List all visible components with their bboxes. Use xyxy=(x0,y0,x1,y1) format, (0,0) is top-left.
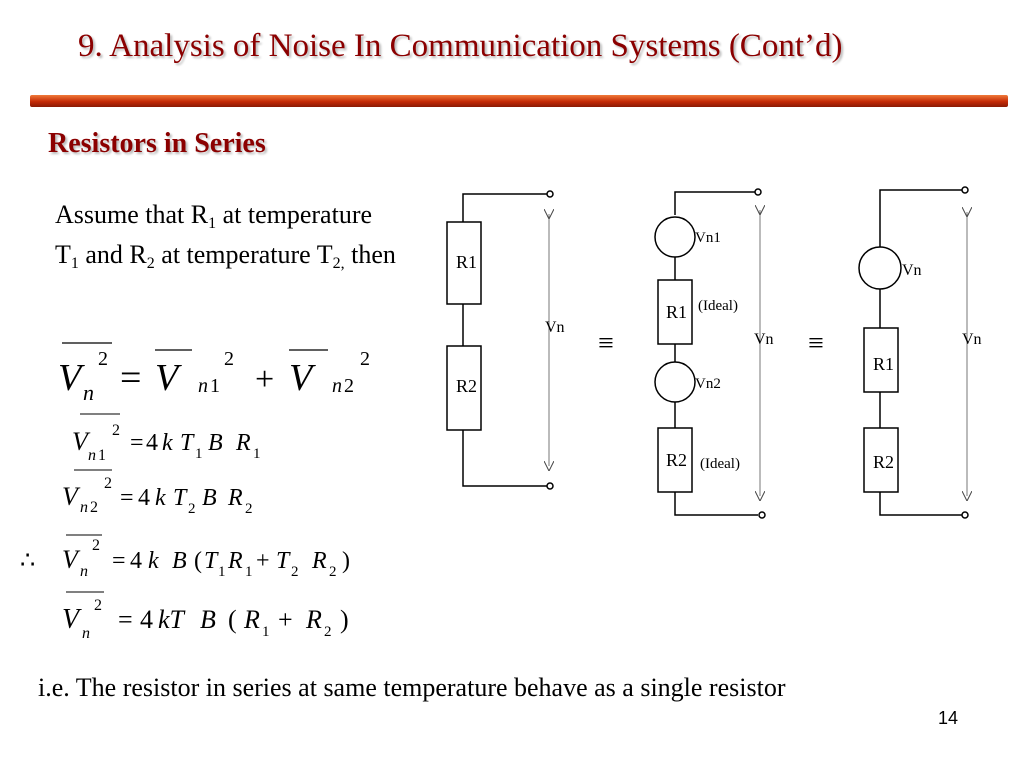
svg-text:T: T xyxy=(180,430,194,456)
circuit1-r1-label: R1 xyxy=(456,252,478,272)
svg-text:=: = xyxy=(120,485,134,511)
svg-text:n: n xyxy=(332,375,342,397)
svg-text:V: V xyxy=(62,545,78,574)
circuit2-ideal1-label: (Ideal) xyxy=(698,298,738,314)
circuit-series-resistors xyxy=(447,191,553,489)
svg-text:4: 4 xyxy=(138,485,150,511)
intro-sub: 1 xyxy=(70,255,79,272)
intro-part: then xyxy=(344,240,396,269)
svg-text:=: = xyxy=(112,548,126,574)
circuit1-r2-label: R2 xyxy=(456,376,478,396)
intro-part: at temperature T xyxy=(55,200,373,269)
slide-title: 9. Analysis of Noise In Communication Systems (Cont’d) xyxy=(78,28,843,64)
svg-text:2: 2 xyxy=(324,624,332,640)
intro-sub: 2, xyxy=(332,255,345,272)
svg-text:): ) xyxy=(340,605,349,634)
svg-text:V: V xyxy=(62,482,78,511)
circuit2-vn-label: Vn xyxy=(754,331,774,348)
circuit1-vn-label: Vn xyxy=(545,319,565,336)
circuit3-r2-label: R2 xyxy=(873,452,895,472)
svg-text:2: 2 xyxy=(92,537,100,554)
svg-text:=: = xyxy=(130,430,144,456)
svg-text:1: 1 xyxy=(245,564,253,580)
svg-text:+: + xyxy=(278,605,293,634)
svg-text:+: + xyxy=(255,361,275,398)
svg-text:): ) xyxy=(342,548,350,574)
svg-text:4: 4 xyxy=(130,548,142,574)
svg-text:n: n xyxy=(80,563,88,580)
intro-sub: 2 xyxy=(146,255,155,272)
page-number: 14 xyxy=(938,708,959,728)
circuit3-r1-label: R1 xyxy=(873,354,895,374)
svg-text:n: n xyxy=(88,447,96,464)
svg-text:∴: ∴ xyxy=(20,548,36,574)
conclusion-text: i.e. The resistor in series at same temperature behave as a single resistor xyxy=(38,673,786,702)
svg-text:R: R xyxy=(312,548,327,574)
svg-text:=: = xyxy=(120,357,142,399)
svg-text:R: R xyxy=(228,548,243,574)
svg-text:n: n xyxy=(82,625,90,642)
circuit2-vn1-label: Vn1 xyxy=(695,230,721,246)
svg-text:V: V xyxy=(58,357,82,399)
svg-text:2: 2 xyxy=(344,375,354,397)
svg-text:B: B xyxy=(200,605,216,634)
svg-text:n: n xyxy=(198,375,208,397)
svg-text:2: 2 xyxy=(90,499,98,516)
svg-text:1: 1 xyxy=(195,446,203,462)
svg-text:V: V xyxy=(155,357,179,399)
svg-text:2: 2 xyxy=(104,475,112,492)
intro-part: at temperature T xyxy=(154,240,333,269)
svg-text:1: 1 xyxy=(218,564,226,580)
svg-text:n: n xyxy=(83,380,94,405)
circuit2-r1-label: R1 xyxy=(666,302,688,322)
svg-text:R: R xyxy=(228,485,243,511)
svg-text:k: k xyxy=(162,430,173,456)
svg-text:V: V xyxy=(289,357,313,399)
svg-text:1: 1 xyxy=(253,446,261,462)
circuit2-vn2-label: Vn2 xyxy=(695,376,721,392)
svg-text:R: R xyxy=(244,605,260,634)
svg-text:2: 2 xyxy=(224,348,234,370)
svg-text:n: n xyxy=(80,499,88,516)
svg-text:1: 1 xyxy=(98,447,106,464)
equivalent-symbol-1: ≡ xyxy=(598,328,614,359)
svg-text:V: V xyxy=(62,604,80,635)
svg-text:kT: kT xyxy=(158,605,184,634)
svg-text:k: k xyxy=(148,548,159,574)
svg-text:4: 4 xyxy=(146,430,158,456)
circuit2-r2-label: R2 xyxy=(666,450,688,470)
svg-text:V: V xyxy=(72,427,88,456)
svg-text:=: = xyxy=(118,605,133,634)
svg-text:2: 2 xyxy=(94,597,102,614)
svg-text:4: 4 xyxy=(140,605,153,634)
svg-text:2: 2 xyxy=(291,564,299,580)
svg-text:B: B xyxy=(172,548,187,574)
section-heading: Resistors in Series xyxy=(48,128,266,159)
svg-text:2: 2 xyxy=(360,348,370,370)
svg-text:B: B xyxy=(208,430,223,456)
equivalent-symbol-2: ≡ xyxy=(808,328,824,359)
circuit3-source-vn-label: Vn xyxy=(902,262,922,279)
svg-text:+: + xyxy=(256,548,270,574)
svg-text:1: 1 xyxy=(210,375,220,397)
circuit2-ideal2-label: (Ideal) xyxy=(700,456,740,472)
svg-text:T: T xyxy=(173,485,187,511)
svg-text:T: T xyxy=(204,548,218,574)
svg-text:R: R xyxy=(306,605,322,634)
svg-text:T: T xyxy=(276,548,290,574)
svg-text:k: k xyxy=(155,485,166,511)
svg-text:2: 2 xyxy=(245,501,253,517)
svg-text:2: 2 xyxy=(112,422,120,439)
svg-text:2: 2 xyxy=(188,501,196,517)
svg-text:2: 2 xyxy=(98,348,108,370)
svg-text:(: ( xyxy=(194,548,202,574)
intro-part: and R xyxy=(78,240,147,269)
svg-text:B: B xyxy=(202,485,217,511)
svg-text:1: 1 xyxy=(262,624,270,640)
svg-text:(: ( xyxy=(228,605,237,634)
intro-sub: 1 xyxy=(208,215,217,232)
svg-text:R: R xyxy=(236,430,251,456)
circuit3-vn-label: Vn xyxy=(962,331,982,348)
intro-part: Assume that R xyxy=(55,200,209,229)
svg-text:2: 2 xyxy=(329,564,337,580)
